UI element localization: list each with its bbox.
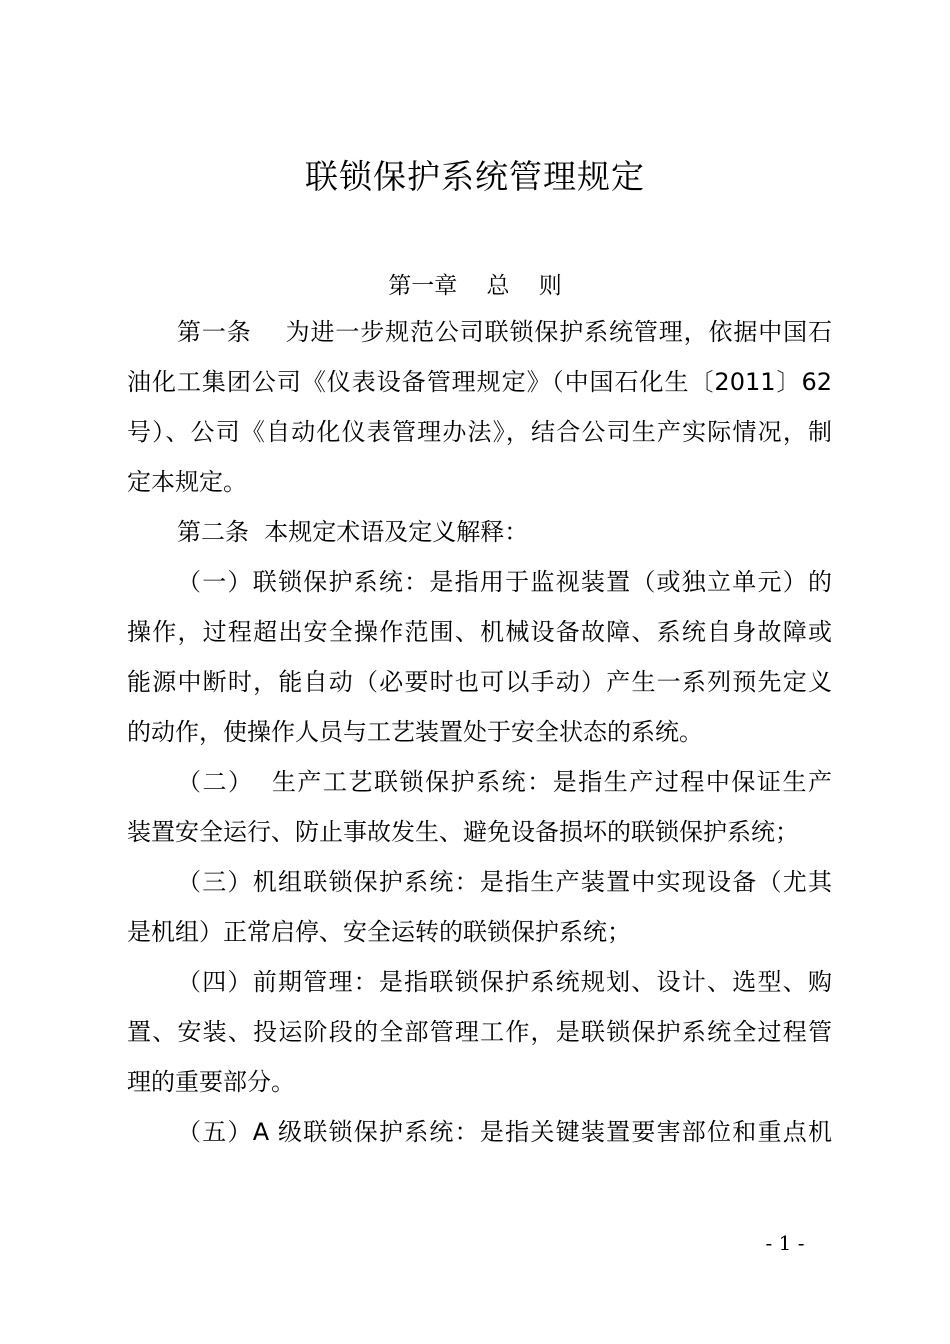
definition-2-paragraph bbox=[127, 757, 832, 857]
paragraph-line: （一）联锁保护系统：是指用于监视装置（或独立单元）的 bbox=[177, 568, 832, 596]
paragraph-line: 是机组）正常启停、安全运转的联锁保护系统； bbox=[127, 918, 631, 946]
paragraph-line: 装置安全运行、防止事故发生、避免设备损坏的联锁保护系统； bbox=[127, 818, 799, 846]
article-1-paragraph bbox=[127, 307, 832, 507]
paragraph-line: 的动作，使操作人员与工艺装置处于安全状态的系统。 bbox=[127, 718, 703, 746]
paragraph-line: 第一条 为进一步规范公司联锁保护系统管理，依据中国石 bbox=[177, 318, 832, 346]
document-body bbox=[127, 307, 832, 1157]
paragraph-line: 操作，过程超出安全操作范围、机械设备故障、系统自身故障或 bbox=[127, 618, 832, 646]
paragraph-line: 号）、公司《自动化仪表管理办法》，结合公司生产实际情况，制 bbox=[127, 418, 832, 446]
paragraph-line: （四）前期管理：是指联锁保护系统规划、设计、选型、购 bbox=[177, 968, 832, 996]
paragraph-line: 置、安装、投运阶段的全部管理工作，是联锁保护系统全过程管 bbox=[127, 1018, 832, 1046]
definition-4-paragraph bbox=[127, 957, 832, 1107]
paragraph-line: 第二条 本规定术语及定义解释： bbox=[177, 518, 529, 546]
definition-5-paragraph bbox=[127, 1107, 832, 1157]
paragraph-line: 定本规定。 bbox=[127, 468, 247, 496]
paragraph-line: 理的重要部分。 bbox=[127, 1068, 295, 1096]
paragraph-line: （五）A 级联锁保护系统：是指关键装置要害部位和重点机 bbox=[177, 1118, 832, 1146]
definition-1-paragraph bbox=[127, 557, 832, 757]
paragraph-line: （二） 生产工艺联锁保护系统：是指生产过程中保证生产 bbox=[177, 768, 832, 796]
article-2-paragraph bbox=[127, 507, 832, 557]
definition-3-paragraph bbox=[127, 857, 832, 957]
paragraph-line: （三）机组联锁保护系统：是指生产装置中实现设备（尤其 bbox=[177, 868, 832, 896]
chapter-heading: 第一章 总 则 bbox=[388, 273, 562, 299]
page-number: - 1 - bbox=[765, 1231, 805, 1255]
paragraph-line: 能源中断时，能自动（必要时也可以手动）产生一系列预先定义 bbox=[127, 668, 832, 696]
paragraph-line: 油化工集团公司《仪表设备管理规定》（中国石化生〔2011〕62 bbox=[127, 368, 832, 396]
document-title: 联锁保护系统管理规定 bbox=[305, 157, 645, 196]
